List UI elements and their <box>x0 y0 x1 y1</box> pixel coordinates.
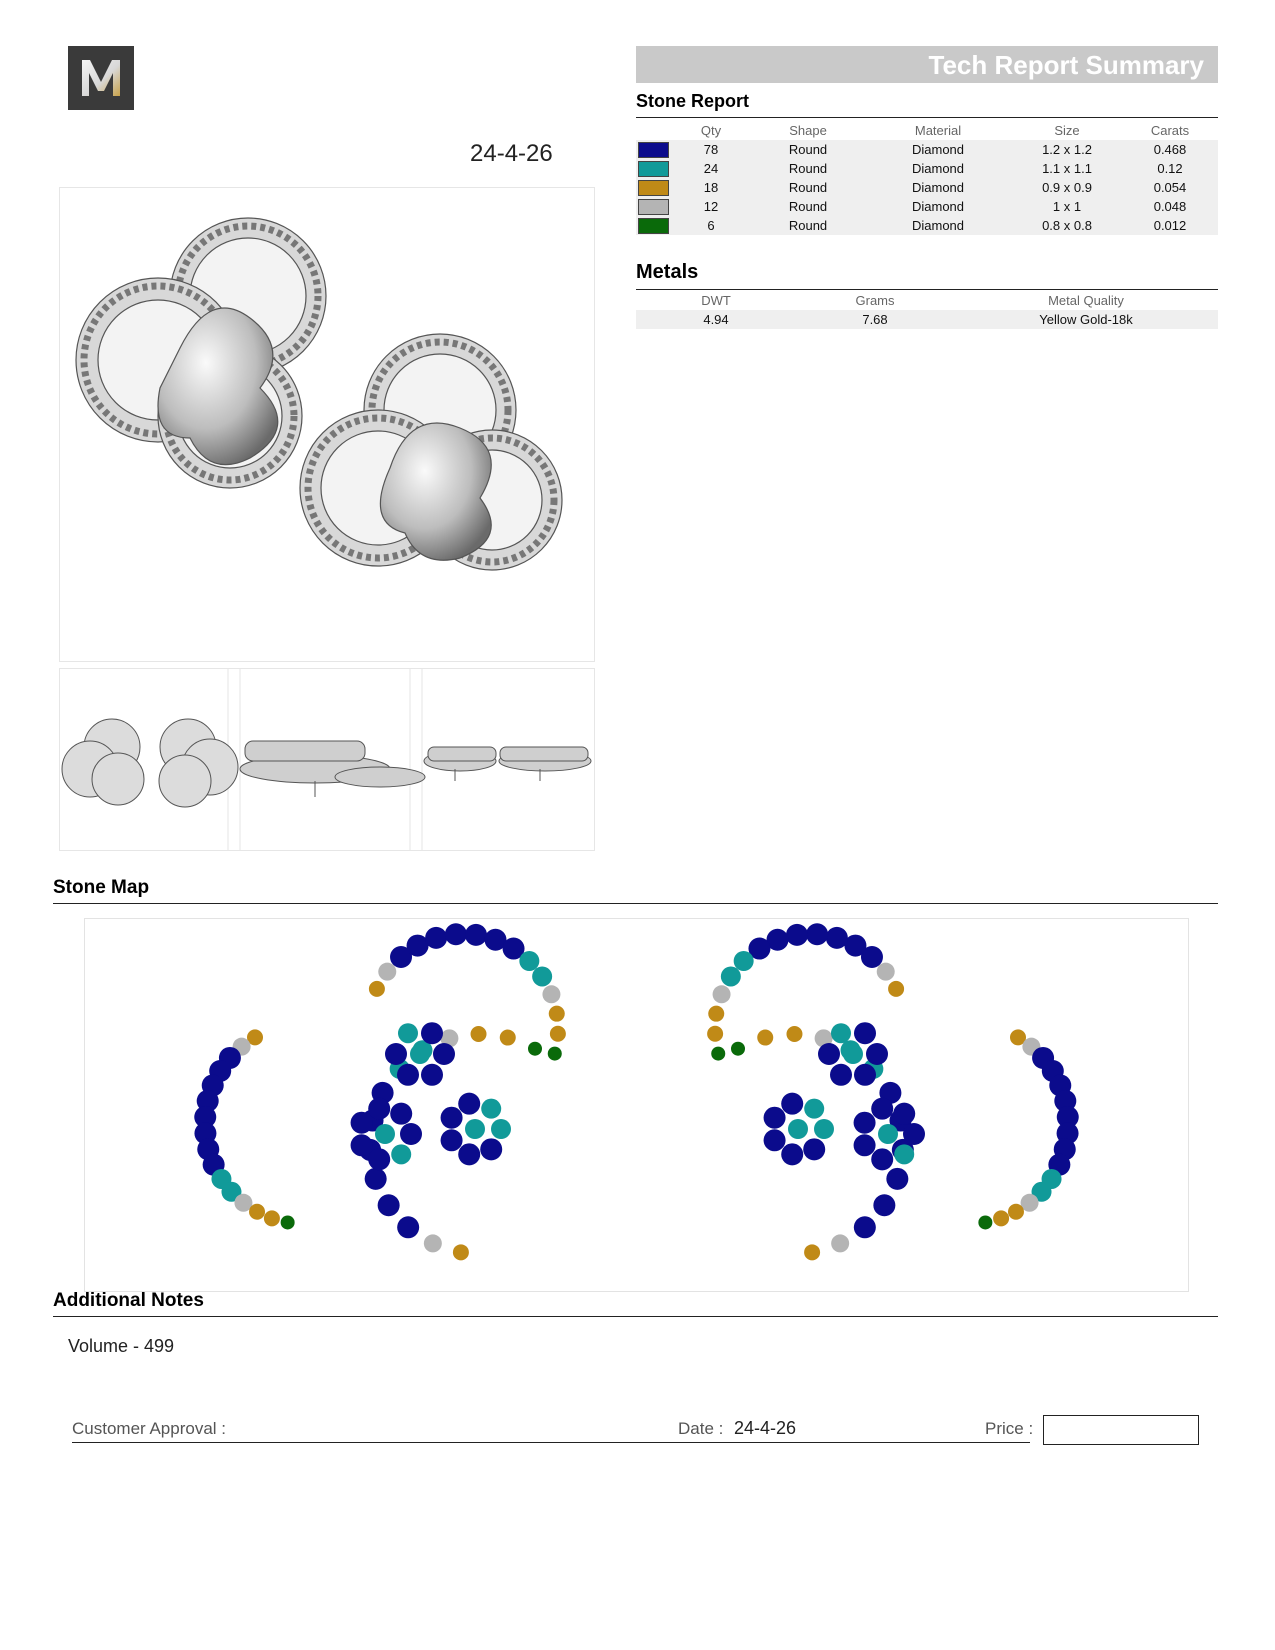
stone-dot <box>249 1204 265 1220</box>
stone-dot <box>711 1047 725 1061</box>
table-row <box>636 216 1218 235</box>
metal-dwt: 4.94 <box>636 310 796 329</box>
stone-report-header-row <box>636 121 1218 140</box>
stone-size: 1.1 x 1.1 <box>1012 159 1122 178</box>
stone-dot <box>425 927 447 949</box>
stone-material: Diamond <box>864 140 1012 159</box>
stone-dot <box>500 1030 516 1046</box>
stone-dot <box>528 1042 542 1056</box>
logo-monogram-icon <box>68 46 134 110</box>
stone-dot <box>441 1129 463 1151</box>
swatch-box <box>638 199 669 215</box>
column-header-shape: Shape <box>789 123 827 138</box>
stone-dot <box>854 1216 876 1238</box>
stone-material: Diamond <box>864 159 1012 178</box>
stone-dot <box>369 981 385 997</box>
stone-dot <box>368 1148 390 1170</box>
approval-date-label: Date : <box>678 1419 724 1438</box>
report-title: Tech Report Summary <box>928 50 1204 80</box>
stone-dot <box>264 1210 280 1226</box>
stone-dot <box>542 985 560 1003</box>
stone-dot <box>458 1143 480 1165</box>
stone-dot <box>764 1107 786 1129</box>
stone-color-swatch <box>636 178 670 197</box>
stone-size: 1.2 x 1.2 <box>1012 140 1122 159</box>
stone-color-swatch <box>636 159 670 178</box>
stone-material: Diamond <box>864 197 1012 216</box>
stone-dot <box>781 1143 803 1165</box>
brand-logo <box>68 46 134 110</box>
stone-dot <box>424 1234 442 1252</box>
stone-dot <box>465 924 487 946</box>
stone-dot <box>281 1215 295 1229</box>
design-id: 24-4-26 <box>470 140 553 167</box>
stone-dot <box>831 1234 849 1252</box>
stone-dot <box>878 1124 898 1144</box>
stone-dot <box>365 1168 387 1190</box>
stone-dot <box>993 1210 1009 1226</box>
table-row <box>636 140 1218 159</box>
table-row <box>636 159 1218 178</box>
notes-title: Additional Notes <box>53 1290 204 1311</box>
stone-dot <box>707 1026 723 1042</box>
stone-dot <box>410 1044 430 1064</box>
stone-report-title: Stone Report <box>636 91 750 111</box>
stone-dot <box>894 1144 914 1164</box>
thumbnail-strip <box>59 668 595 851</box>
customer-approval-label: Customer Approval : <box>72 1419 227 1438</box>
price-field[interactable] <box>1043 1415 1199 1445</box>
stone-material: Diamond <box>864 216 1012 235</box>
stone-qty: 18 <box>670 178 752 197</box>
stone-qty: 6 <box>670 216 752 235</box>
stone-map-title: Stone Map <box>53 877 150 898</box>
column-header-qty: Qty <box>700 123 722 138</box>
stone-carats: 0.048 <box>1122 197 1218 216</box>
stone-dot <box>400 1123 422 1145</box>
stone-shape: Round <box>752 216 864 235</box>
stone-qty: 12 <box>670 197 752 216</box>
earring-render-illustration <box>60 188 594 661</box>
column-header-material: Material <box>914 123 962 138</box>
swatch-box <box>638 142 669 158</box>
notes-divider <box>53 1316 1218 1317</box>
stone-dot <box>788 1119 808 1139</box>
stone-dot <box>548 1047 562 1061</box>
stone-dot <box>903 1123 925 1145</box>
stone-dot <box>445 923 467 945</box>
stone-dot <box>871 1148 893 1170</box>
stone-dot <box>368 1098 390 1120</box>
stone-dot <box>519 951 539 971</box>
stone-size: 0.8 x 0.8 <box>1012 216 1122 235</box>
swatch-box <box>638 161 669 177</box>
stone-dot <box>871 1098 893 1120</box>
stone-dot <box>886 1168 908 1190</box>
stone-dot <box>351 1134 373 1156</box>
stone-dot <box>390 1103 412 1125</box>
metals-divider <box>636 289 1218 290</box>
swatch-box <box>638 218 669 234</box>
table-row <box>636 310 1218 329</box>
column-header-metal-quality: Metal Quality <box>1048 293 1124 308</box>
stone-dot <box>830 1064 852 1086</box>
stone-shape: Round <box>752 140 864 159</box>
stone-color-swatch <box>636 216 670 235</box>
stone-report-table <box>636 121 1218 235</box>
stone-dot <box>453 1244 469 1260</box>
column-header-dwt: DWT <box>701 293 731 308</box>
stone-size: 1 x 1 <box>1012 197 1122 216</box>
stone-dot <box>731 1042 745 1056</box>
approval-date-value: 24-4-26 <box>734 1418 797 1438</box>
column-header-carats: Carats <box>1150 123 1190 138</box>
stone-dot <box>471 1026 487 1042</box>
stone-dot <box>378 1194 400 1216</box>
stone-dot <box>398 1023 418 1043</box>
stone-size: 0.9 x 0.9 <box>1012 178 1122 197</box>
stone-dot <box>854 1112 876 1134</box>
stone-material: Diamond <box>864 178 1012 197</box>
table-row <box>636 178 1218 197</box>
stone-dot <box>549 1006 565 1022</box>
stone-dot <box>433 1043 455 1065</box>
stone-dot <box>803 1138 825 1160</box>
stone-qty: 78 <box>670 140 752 159</box>
stone-dot <box>786 924 808 946</box>
stone-dot <box>757 1030 773 1046</box>
stone-dot <box>481 1099 501 1119</box>
stone-dot <box>351 1112 373 1134</box>
main-render-image <box>59 187 595 662</box>
stone-dot <box>843 1044 863 1064</box>
stone-carats: 0.054 <box>1122 178 1218 197</box>
stone-dot <box>734 951 754 971</box>
stone-carats: 0.012 <box>1122 216 1218 235</box>
stone-map-diagram <box>84 918 1189 1292</box>
stone-dot <box>385 1043 407 1065</box>
stone-dot <box>441 1107 463 1129</box>
stone-shape: Round <box>752 197 864 216</box>
metals-header-row <box>636 291 1218 310</box>
stone-dot <box>804 1099 824 1119</box>
stone-dot <box>978 1215 992 1229</box>
notes-text: Volume - 499 <box>68 1336 175 1356</box>
signature-line <box>72 1442 1030 1443</box>
stone-dot <box>458 1093 480 1115</box>
stone-dot <box>831 1023 851 1043</box>
stone-dot <box>804 1244 820 1260</box>
stone-map-divider <box>53 903 1218 904</box>
stone-dot <box>888 981 904 997</box>
metals-title: Metals <box>636 261 699 283</box>
price-label: Price : <box>985 1419 1034 1438</box>
thumbnail-views-illustration <box>60 669 594 850</box>
stone-dot <box>854 1064 876 1086</box>
stone-dot <box>814 1119 834 1139</box>
stone-dot <box>465 1119 485 1139</box>
stone-dot <box>532 966 552 986</box>
table-row <box>636 197 1218 216</box>
stone-dot <box>786 1026 802 1042</box>
stone-dot <box>721 966 741 986</box>
metal-quality: Yellow Gold-18k <box>954 310 1218 329</box>
stone-dot <box>877 963 895 981</box>
stone-dot <box>397 1216 419 1238</box>
stone-dot <box>378 963 396 981</box>
metal-grams: 7.68 <box>796 310 954 329</box>
stone-dot <box>713 985 731 1003</box>
stone-dot <box>873 1194 895 1216</box>
stone-dot <box>764 1129 786 1151</box>
stone-dot <box>866 1043 888 1065</box>
stone-dot <box>397 1064 419 1086</box>
stone-carats: 0.12 <box>1122 159 1218 178</box>
stone-color-swatch <box>636 140 670 159</box>
metals-table <box>636 291 1218 329</box>
stone-dot <box>491 1119 511 1139</box>
stone-dot <box>806 923 828 945</box>
stone-color-swatch <box>636 197 670 216</box>
stone-dot <box>421 1022 443 1044</box>
stone-dot <box>391 1144 411 1164</box>
stone-dot <box>854 1022 876 1044</box>
column-header-grams: Grams <box>855 293 895 308</box>
stone-dot <box>854 1134 876 1156</box>
stone-shape: Round <box>752 159 864 178</box>
stone-dot <box>550 1026 566 1042</box>
stone-dot <box>1008 1204 1024 1220</box>
stone-dot <box>375 1124 395 1144</box>
stone-carats: 0.468 <box>1122 140 1218 159</box>
stone-map-svg <box>85 919 1188 1291</box>
swatch-box <box>638 180 669 196</box>
stone-dot <box>826 927 848 949</box>
stone-dot <box>421 1064 443 1086</box>
column-header-size: Size <box>1054 123 1080 138</box>
stone-report-divider <box>636 117 1218 118</box>
stone-dot <box>480 1138 502 1160</box>
stone-dot <box>818 1043 840 1065</box>
stone-shape: Round <box>752 178 864 197</box>
stone-dot <box>781 1093 803 1115</box>
report-header-bar <box>636 46 1218 83</box>
stone-dot <box>893 1103 915 1125</box>
stone-dot <box>708 1006 724 1022</box>
stone-qty: 24 <box>670 159 752 178</box>
